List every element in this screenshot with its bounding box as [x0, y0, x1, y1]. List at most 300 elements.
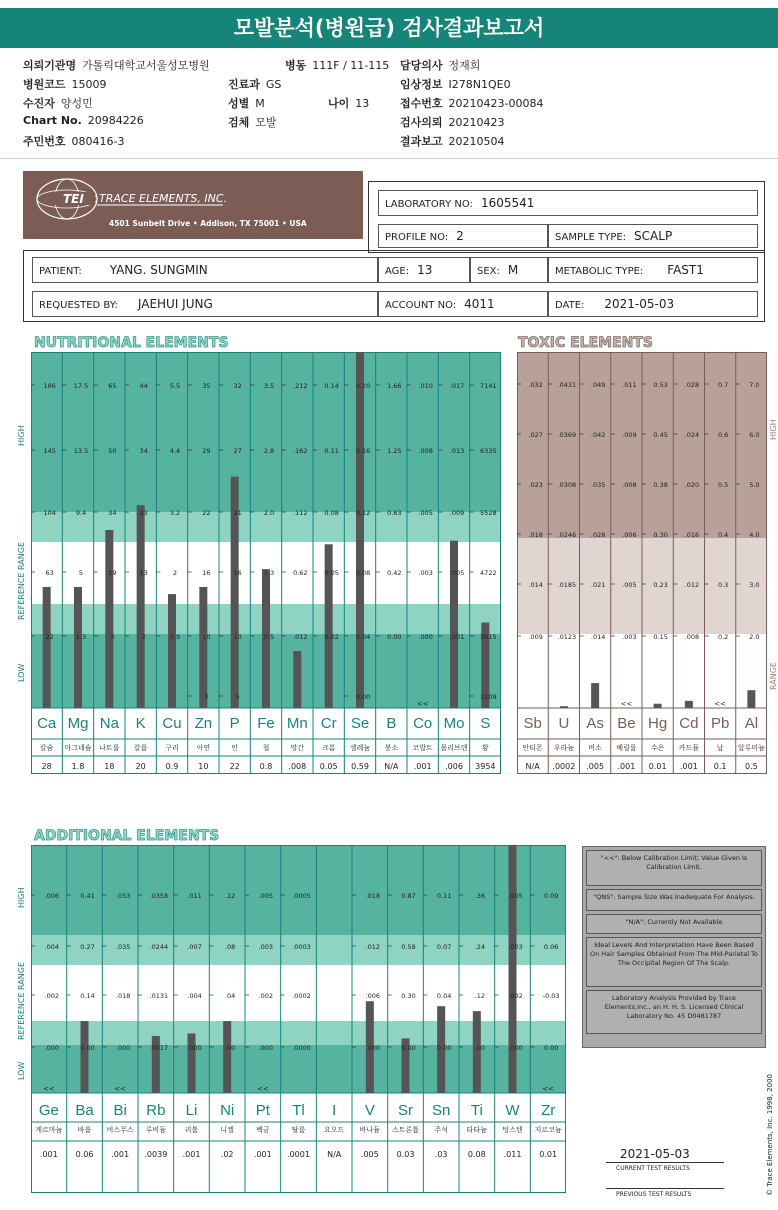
toxic-tick-label: .021 — [590, 581, 606, 589]
nutritional-korean-Na: 나트륨 — [99, 744, 120, 752]
additional-result-Tl: .0001 — [287, 1150, 310, 1159]
nutritional-tick-label: 0.5 — [263, 633, 275, 641]
additional-tick-label: 0.00 — [436, 1044, 452, 1052]
additional-korean-Zr: 지르코늄 — [534, 1126, 562, 1134]
nutritional-tick-label: .212 — [293, 382, 308, 390]
toxic-korean-Hg: 수은 — [650, 744, 665, 752]
additional-result-Ge: .001 — [39, 1150, 58, 1159]
info-value: 가톨릭대학교서울성모병원 — [82, 59, 210, 72]
additional-result-V: .005 — [360, 1150, 379, 1159]
additional-korean-Bi: 비스무스 — [106, 1126, 134, 1134]
nutritional-tick-label: 0.9 — [169, 633, 181, 641]
additional-symbol-V: V — [364, 1102, 375, 1119]
info-label: 담당의사 — [400, 59, 443, 72]
toxic-symbol-As: As — [586, 715, 604, 732]
nutritional-bar-Na — [105, 530, 113, 708]
legend-ideal: Ideal Levels And Interpretation Have Been Based On Hair Samples Obtained From The Mid-Parietal To The Occipital Region Of The Scalp. — [586, 937, 762, 987]
nutritional-result-Mg: 1.8 — [71, 762, 85, 771]
nutritional-tick-label: 6335 — [480, 447, 497, 455]
additional-tick-label: .00 — [474, 1044, 486, 1052]
toxic-svg — [517, 352, 767, 774]
nutritional-result-B: N/A — [384, 762, 399, 771]
info-5 — [400, 76, 511, 92]
additional-tick-label: 0.14 — [80, 992, 95, 1000]
additional-tick-label: .24 — [474, 943, 486, 951]
additional-tick-label: 0.58 — [401, 943, 416, 951]
toxic-tick-label: 0.53 — [653, 381, 668, 389]
nutritional-tick-label: 16 — [233, 569, 242, 577]
additional-korean-Rb: 루비듐 — [145, 1126, 166, 1134]
additional-svg — [31, 845, 566, 1193]
sample-type: SAMPLE TYPE: SCALP — [548, 224, 758, 248]
toxic-tick-label: .0246 — [557, 531, 577, 539]
toxic-tick-label: .049 — [590, 381, 606, 389]
toxic-korean-As: 비소 — [588, 744, 602, 752]
additional-tick-label: 0.00 — [80, 1044, 95, 1052]
nutritional-symbol-Mn: Mn — [286, 715, 308, 732]
additional-tick-label: .007 — [187, 943, 202, 951]
info-13 — [23, 133, 124, 149]
nutritional-tick-label: 23 — [139, 509, 148, 517]
nutritional-tick-label: 35 — [202, 382, 211, 390]
nutritional-korean-Ca: 칼슘 — [39, 744, 54, 752]
additional-tick-label: .035 — [115, 943, 131, 951]
additional-tick-label: .12 — [474, 992, 486, 1000]
previous-label: PREVIOUS TEST RESULTS — [616, 1191, 692, 1198]
additional-symbol-Bi: Bi — [113, 1102, 127, 1119]
additional-tick-label: -0.03 — [542, 992, 560, 1000]
nutritional-title: NUTRITIONAL ELEMENTS — [34, 335, 229, 351]
nutritional-symbol-Co: Co — [413, 715, 433, 732]
nutritional-korean-Mn: 망간 — [290, 744, 305, 752]
nutritional-symbol-Zn: Zn — [194, 715, 213, 732]
toxic-tick-label: 0.30 — [653, 531, 668, 539]
info-value: 13 — [355, 97, 370, 110]
toxic-bar-Hg — [654, 704, 662, 708]
nutritional-bar-Mn — [293, 651, 301, 708]
toxic-tick-label: .024 — [684, 431, 700, 439]
toxic-bar-Al — [747, 690, 755, 708]
sex: SEX: M — [470, 257, 548, 283]
toxic-result-As: .005 — [586, 762, 605, 771]
toxic-tick-label: 0.23 — [653, 581, 668, 589]
toxic-lt-mark: << — [714, 700, 726, 708]
nutritional-tick-label: 0.08 — [355, 569, 371, 577]
additional-band — [31, 845, 566, 935]
nutritional-tick-label: 0.12 — [355, 509, 371, 517]
toxic-tick-label: .0185 — [557, 581, 577, 589]
nutritional-result-Co: .001 — [413, 762, 432, 771]
info-value: 20210504 — [448, 135, 505, 148]
additional-tick-label: .002 — [44, 992, 60, 1000]
info-2 — [400, 57, 480, 73]
additional-lt-mark: << — [542, 1085, 555, 1093]
nutritional-bar-Ca — [43, 587, 51, 708]
additional-tick-label: .018 — [115, 992, 131, 1000]
toxic-tick-label: .0123 — [557, 633, 577, 641]
nutritional-tick-label: 5 — [78, 569, 84, 577]
additional-symbol-Li: Li — [185, 1102, 198, 1119]
nutritional-korean-K: 칼륨 — [133, 744, 148, 752]
additional-tick-label: .000 — [258, 1044, 274, 1052]
toxic-tick-label: .023 — [528, 481, 543, 489]
additional-tick-label: 0.41 — [80, 892, 95, 900]
nutritional-tick-label: 32 — [233, 382, 242, 390]
info-label: 병원코드 — [23, 78, 66, 91]
toxic-tick-label: .009 — [528, 633, 543, 641]
info-label: 수진자 — [23, 97, 55, 110]
nutritional-tick-label: 34 — [139, 447, 148, 455]
additional-result-Ba: 0.06 — [75, 1150, 94, 1159]
additional-korean-I: 요오드 — [324, 1126, 345, 1134]
additional-bar-Ba — [81, 1021, 89, 1093]
nutritional-tick-label: 0.02 — [324, 633, 339, 641]
info-label: 검체 — [228, 116, 250, 129]
nutritional-tick-label: 3 — [204, 693, 209, 701]
toxic-result-U: .0002 — [552, 762, 576, 771]
nutritional-result-S: 3954 — [475, 762, 496, 771]
legend-na: "N/A": Currently Not Available — [586, 914, 762, 934]
info-value: M — [255, 97, 265, 110]
nutritional-tick-label: 7141 — [480, 382, 497, 390]
additional-symbol-Ba: Ba — [75, 1102, 94, 1119]
previous-line — [606, 1188, 724, 1189]
nutritional-tick-label: 4.4 — [169, 447, 181, 455]
additional-tick-label: .018 — [365, 892, 381, 900]
toxic-tick-label: .011 — [622, 381, 637, 389]
toxic-title: TOXIC ELEMENTS — [518, 335, 653, 351]
nutritional-tick-label: 0.14 — [324, 382, 339, 390]
nutritional-tick-label: 9.4 — [75, 509, 87, 517]
nutritional-tick-label: 104 — [43, 509, 56, 517]
info-7 — [228, 95, 265, 111]
toxic-korean-U: 우라늄 — [553, 744, 575, 752]
nutritional-result-Na: 18 — [104, 762, 115, 771]
nutritional-result-Zn: 10 — [198, 762, 209, 771]
toxic-result-Hg: 0.01 — [648, 762, 667, 771]
toxic-tick-label: .032 — [528, 381, 543, 389]
info-label: 검사의뢰 — [400, 116, 443, 129]
additional-lt-mark: << — [256, 1085, 269, 1093]
nutritional-tick-label: 5 — [235, 693, 240, 701]
current-label: CURRENT TEST RESULTS — [616, 1165, 690, 1172]
info-label: 임상정보 — [400, 78, 443, 91]
additional-tick-label: .004 — [187, 992, 202, 1000]
additional-tick-label: .003 — [258, 943, 274, 951]
additional-tick-label: .003 — [508, 943, 523, 951]
info-value: 정재희 — [448, 59, 481, 72]
nutritional-tick-label: 1.25 — [387, 447, 402, 455]
additional-korean-Ge: 게르마늄 — [35, 1126, 63, 1134]
additional-korean-Ti: 타타늄 — [466, 1126, 487, 1134]
axis-range-label-toxic: RANGE — [769, 662, 778, 690]
additional-tick-label: .004 — [44, 943, 60, 951]
additional-bar-Ni — [223, 1021, 231, 1093]
nutritional-tick-label: 44 — [139, 382, 148, 390]
info-value: 양성민 — [60, 97, 93, 110]
info-label: 주민번호 — [23, 135, 66, 148]
toxic-tick-label: 0.7 — [717, 381, 729, 389]
info-label: 병동 — [285, 59, 307, 72]
additional-symbol-Rb: Rb — [146, 1102, 166, 1119]
legend-provider: Laboratory Analysis Provided by Trace Elements,Inc., an H. H. S. Licensed Clinical Laboratory No. 45 D0481787 — [586, 990, 762, 1034]
nutritional-korean-Mo: 몰리브덴 — [440, 744, 468, 752]
nutritional-symbol-P: P — [229, 715, 240, 732]
additional-tick-label: .006 — [44, 892, 60, 900]
toxic-tick-label: .006 — [622, 531, 637, 539]
nutritional-result-K: 20 — [135, 762, 146, 771]
nutritional-result-Se: 0.59 — [351, 762, 369, 771]
nutritional-tick-label: 1.3 — [263, 569, 275, 577]
nutritional-svg — [31, 352, 501, 774]
company-name: TRACE ELEMENTS, INC. — [99, 192, 228, 205]
info-label: 나이 — [328, 97, 350, 110]
nutritional-tick-label: .012 — [293, 633, 308, 641]
nutritional-korean-Cu: 구리 — [165, 744, 179, 752]
nutritional-tick-label: 3.5 — [263, 382, 275, 390]
axis-high-label-toxic: HIGH — [769, 419, 778, 440]
nutritional-tick-label: 50 — [108, 447, 117, 455]
additional-result-Zr: 0.01 — [539, 1150, 558, 1159]
toxic-tick-label: 0.4 — [717, 531, 729, 539]
nutritional-tick-label: 2.8 — [263, 447, 275, 455]
additional-tick-label: .000 — [365, 1044, 381, 1052]
axis-low-label: LOW — [17, 663, 26, 682]
nutritional-tick-label: 0.08 — [324, 509, 339, 517]
axis-reference-label: REFERENCE RANGE — [17, 542, 26, 620]
metabolic-type: METABOLIC TYPE: FAST1 — [548, 257, 758, 283]
additional-tick-label: 0.00 — [543, 1044, 559, 1052]
info-value: 20210423 — [448, 116, 505, 129]
toxic-tick-label: 4.0 — [749, 531, 760, 539]
additional-symbol-Pt: Pt — [255, 1102, 270, 1119]
additional-bar-Ti — [473, 1011, 481, 1093]
additional-tick-label: 0.30 — [401, 992, 416, 1000]
additional-symbol-W: W — [505, 1102, 520, 1119]
additional-result-Sr: 0.03 — [396, 1150, 415, 1159]
additional-tick-label: .0017 — [149, 1044, 169, 1052]
additional-tick-label: .006 — [365, 992, 381, 1000]
nutritional-tick-label: 3109 — [480, 693, 497, 701]
nutritional-tick-label: 2 — [172, 569, 178, 577]
toxic-tick-label: 0.2 — [717, 633, 729, 641]
lab-logo-block — [23, 171, 363, 239]
nutritional-tick-label: 22 — [45, 633, 54, 641]
info-1 — [285, 57, 389, 73]
additional-korean-Sn: 주석 — [434, 1126, 448, 1134]
requested-by: REQUESTED BY: JAEHUI JUNG — [32, 291, 378, 317]
logo-text: TEI — [63, 192, 84, 206]
toxic-tick-label: 0.45 — [653, 431, 668, 439]
info-value: 15009 — [71, 78, 107, 91]
additional-lt-mark: << — [114, 1085, 127, 1093]
toxic-result-Be: .001 — [617, 762, 636, 771]
additional-symbol-Sn: Sn — [431, 1102, 451, 1119]
nutritional-korean-S: 황 — [481, 744, 489, 752]
nutritional-bar-Cu — [168, 594, 176, 708]
nutritional-tick-label: 5528 — [480, 509, 497, 517]
nutritional-tick-label: .005 — [449, 569, 465, 577]
nutritional-korean-Cr: 크롬 — [321, 744, 336, 752]
nutritional-tick-label: 0.05 — [324, 569, 339, 577]
additional-tick-label: 0.27 — [80, 943, 95, 951]
account-no: ACCOUNT NO: 4011 — [378, 291, 548, 317]
additional-tick-label: .08 — [224, 943, 236, 951]
additional-tick-label: .000 — [44, 1044, 60, 1052]
additional-korean-V: 바나듐 — [359, 1126, 380, 1134]
company-address: 4501 Sunbelt Drive • Addison, TX 75001 • USA — [109, 219, 307, 228]
nutritional-symbol-Mo: Mo — [443, 715, 465, 732]
info-label: 성별 — [228, 97, 250, 110]
nutritional-result-Cr: 0.05 — [319, 762, 338, 771]
toxic-symbol-Al: Al — [744, 715, 759, 732]
nutritional-tick-label: .000 — [418, 633, 433, 641]
additional-tick-label: 0.09 — [543, 892, 559, 900]
toxic-tick-label: 7.0 — [749, 381, 760, 389]
report-date: DATE: 2021-05-03 — [548, 291, 758, 317]
toxic-korean-Pb: 납 — [716, 744, 724, 752]
info-label: 결과보고 — [400, 135, 443, 148]
nutritional-tick-label: 0.20 — [355, 382, 371, 390]
toxic-tick-label: .028 — [590, 531, 606, 539]
additional-result-I: N/A — [327, 1150, 342, 1159]
additional-tick-label: .36 — [474, 892, 486, 900]
nutritional-tick-label: 0.83 — [387, 509, 402, 517]
info-11 — [228, 114, 277, 130]
nutritional-symbol-B: B — [386, 715, 397, 732]
nutritional-tick-label: 145 — [43, 447, 56, 455]
info-value: I278N1QE0 — [448, 78, 511, 91]
legend-calibration: "<<": Below Calibration Limit; Value Given Is Calibration Limit. — [586, 850, 762, 886]
nutritional-korean-Co: 코발트 — [412, 744, 433, 752]
toxic-symbol-Sb: Sb — [523, 715, 542, 732]
toxic-result-Pb: 0.1 — [713, 762, 727, 771]
toxic-tick-label: .014 — [528, 581, 543, 589]
nutritional-korean-Mg: 마그네슘 — [64, 744, 92, 752]
additional-symbol-I: I — [332, 1102, 337, 1119]
info-10 — [23, 114, 144, 127]
nutritional-symbol-S: S — [480, 715, 491, 732]
nutritional-tick-label: 2.0 — [263, 509, 275, 517]
info-value: 20984226 — [87, 114, 144, 127]
info-label: 의뢰기관명 — [23, 59, 77, 72]
toxic-bar-As — [591, 683, 599, 708]
nutritional-tick-label: 34 — [108, 509, 117, 517]
report-title: 모발분석(병원급) 검사결과보고서 — [0, 8, 778, 48]
toxic-symbol-Pb: Pb — [710, 715, 730, 732]
info-value: GS — [265, 78, 282, 91]
nutritional-band — [31, 352, 501, 512]
toxic-tick-label: .042 — [590, 431, 606, 439]
additional-result-Li: .001 — [182, 1150, 201, 1159]
additional-tick-label: .011 — [187, 892, 202, 900]
additional-band — [31, 1021, 566, 1045]
nutritional-symbol-Na: Na — [99, 715, 119, 732]
additional-tick-label: 0.04 — [436, 992, 452, 1000]
nutritional-tick-label: 3915 — [480, 633, 497, 641]
additional-tick-label: .005 — [508, 892, 523, 900]
additional-result-Ti: 0.08 — [467, 1150, 486, 1159]
toxic-tick-label: .027 — [528, 431, 543, 439]
additional-tick-label: .002 — [508, 992, 523, 1000]
nutritional-tick-label: 16 — [202, 569, 211, 577]
nutritional-result-Mn: .008 — [288, 762, 307, 771]
nutritional-tick-label: 4722 — [480, 569, 497, 577]
axis-low-label-add: LOW — [17, 1061, 26, 1080]
nutritional-tick-label: 10 — [233, 633, 242, 641]
nutritional-result-P: 22 — [229, 762, 240, 771]
additional-result-Pt: .001 — [253, 1150, 272, 1159]
nutritional-korean-Fe: 철 — [262, 744, 270, 752]
nutritional-tick-label: .009 — [449, 509, 465, 517]
toxic-tick-label: 0.5 — [717, 481, 729, 489]
info-label: 진료과 — [228, 78, 260, 91]
additional-tick-label: 0.00 — [401, 1044, 416, 1052]
nutritional-tick-label: 21 — [233, 509, 242, 517]
nutritional-tick-label: 10 — [202, 633, 211, 641]
additional-tick-label: .053 — [115, 892, 131, 900]
profile-no: PROFILE NO: 2 — [378, 224, 548, 248]
toxic-korean-Sb: 안티몬 — [522, 744, 543, 752]
nutritional-symbol-Mg: Mg — [67, 715, 89, 732]
nutritional-tick-label: .001 — [449, 633, 465, 641]
current-line — [606, 1162, 724, 1163]
toxic-tick-label: 0.6 — [717, 431, 729, 439]
nutritional-tick-label: 17.5 — [73, 382, 89, 390]
nutritional-korean-B: 붕소 — [384, 744, 399, 752]
additional-title: ADDITIONAL ELEMENTS — [34, 828, 220, 844]
nutritional-tick-label: 65 — [108, 382, 117, 390]
toxic-result-Al: 0.5 — [745, 762, 758, 771]
additional-tick-label: 0.11 — [436, 892, 452, 900]
toxic-tick-label: .0431 — [557, 381, 577, 389]
nutritional-tick-label: 0.16 — [355, 447, 371, 455]
toxic-korean-Al: 알루미늄 — [737, 744, 765, 752]
additional-tick-label: 0.06 — [543, 943, 559, 951]
nutritional-tick-label: .005 — [418, 509, 433, 517]
toxic-tick-label: .035 — [590, 481, 606, 489]
additional-tick-label: .0000 — [292, 1044, 311, 1052]
additional-korean-Ni: 니켈 — [220, 1126, 234, 1134]
info-value: 모발 — [255, 116, 277, 129]
nutritional-symbol-Cu: Cu — [162, 715, 182, 732]
toxic-tick-label: .016 — [684, 531, 700, 539]
additional-result-Sn: .03 — [434, 1150, 448, 1159]
additional-result-W: .011 — [503, 1150, 522, 1159]
patient-name: PATIENT: YANG. SUNGMIN — [32, 257, 378, 283]
nutritional-tick-label: 1.3 — [75, 633, 87, 641]
age: AGE: 13 — [378, 257, 470, 283]
info-value: 20210423-00084 — [448, 97, 544, 110]
additional-tick-label: .0003 — [292, 943, 311, 951]
additional-symbol-Ti: Ti — [470, 1102, 483, 1119]
toxic-tick-label: .009 — [622, 431, 637, 439]
additional-korean-Sr: 스트론튬 — [391, 1126, 420, 1134]
additional-tick-label: .0358 — [149, 892, 169, 900]
laboratory-no: LABORATORY NO: 1605541 — [378, 190, 758, 216]
toxic-tick-label: 0.3 — [717, 581, 729, 589]
toxic-symbol-Cd: Cd — [679, 715, 699, 732]
additional-tick-label: .002 — [258, 992, 274, 1000]
nutritional-tick-label: 3.2 — [169, 509, 181, 517]
nutritional-symbol-K: K — [135, 715, 146, 732]
nutritional-symbol-Se: Se — [350, 715, 370, 732]
info-12 — [400, 114, 505, 130]
additional-korean-Pt: 백금 — [256, 1126, 270, 1134]
nutritional-tick-label: .017 — [449, 382, 465, 390]
toxic-tick-label: 0.38 — [653, 481, 668, 489]
toxic-tick-label: .018 — [528, 531, 543, 539]
